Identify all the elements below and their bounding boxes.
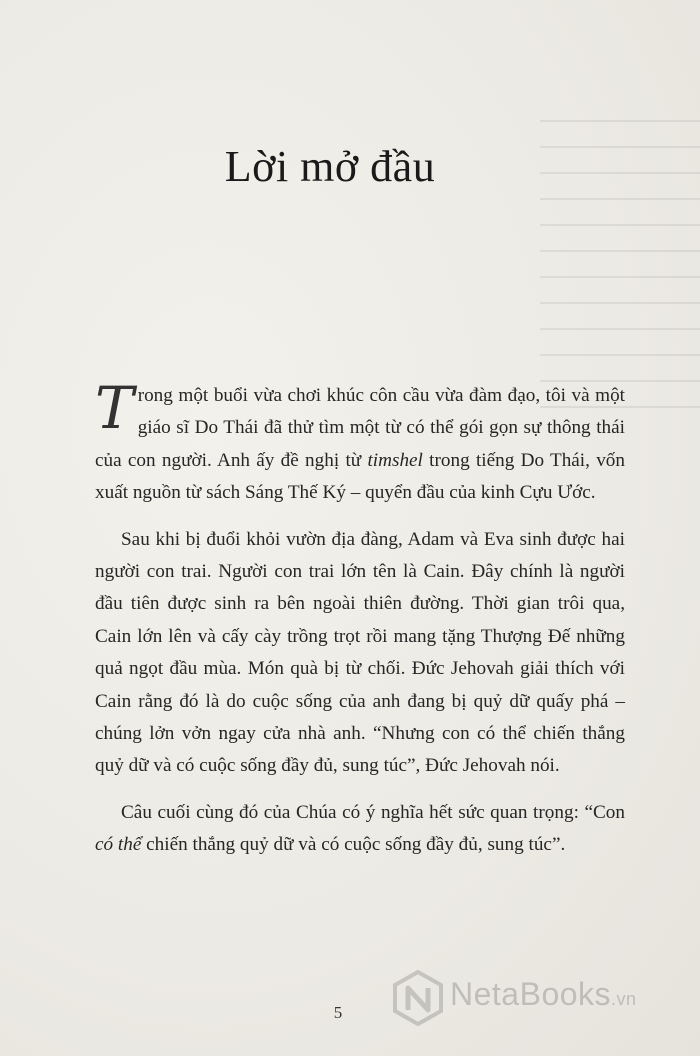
chapter-title: Lời mở đầu [224,142,436,192]
paragraph-1-emphasis: timshel [367,449,423,471]
body-text [95,374,625,876]
paragraph-3 [95,797,625,862]
paragraph-1-text-b: trong tiếng Do Thái, vốn xuất nguồn từ sách Sáng Thế Ký – quyển đầu của kinh Cựu Ước. [95,449,625,504]
paragraph-3-text-b: chiến thắng quỷ dữ và có cuộc sống đầy đủ, sung túc”. [141,834,566,856]
watermark-text [450,976,637,1013]
n-logo-icon [392,970,444,1026]
paragraph-1 [95,374,625,510]
watermark-suffix: .vn [611,989,637,1009]
page-number: 5 [333,1003,343,1022]
drop-cap: T [95,374,134,442]
paragraph-1-text-a: rong một buổi vừa chơi khúc côn cầu vừa đàm đạo, tôi và một giáo sĩ Do Thái đã thử tìm một từ có thể gói gọn sự thông thái của con người. Anh ấy đề nghị từ [95,385,625,471]
paragraph-2: Sau khi bị đuổi khỏi vườn địa đàng, Adam và Eva sinh được hai người con trai. Người con trai lớn tên là Cain. Đây chính là người đầu tiên được sinh ra bên ngoài thiên đường. Thời gian trôi qua, Cain lớn lên và cấy cày trồng trọt rồi mang tặng Thượng Đế những quả ngọt đầu mùa. Món quà bị từ chối. Đức Jehovah giải thích với Cain rằng đó là do cuộc sống của anh đang bị quỷ dữ quấy phá – chúng lởn vởn ngay cửa nhà anh. “Nhưng con có thể chiến thắng quỷ dữ và có cuộc sống đầy đủ, sung túc”, Đức Jehovah nói. [95,528,625,777]
paragraph-3-emphasis: có thể [95,834,142,856]
watermark-brand: NetaBooks [450,976,612,1012]
watermark [392,968,692,1032]
paragraph-3-text-a: Câu cuối cùng đó của Chúa có ý nghĩa hết sức quan trọng: “Con [121,801,625,823]
